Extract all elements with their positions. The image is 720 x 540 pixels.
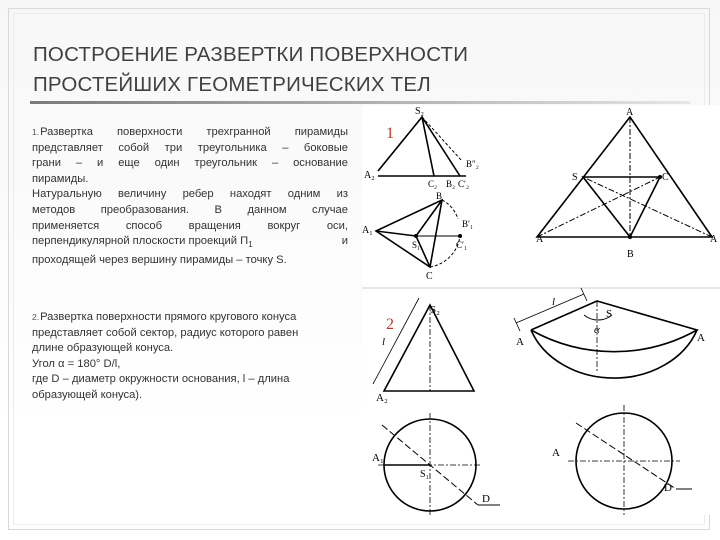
point-c1-prime: [458, 234, 462, 238]
paragraph-line: образующей конуса).: [32, 388, 143, 401]
title-line-2: ПРОСТЕЙШИХ ГЕОМЕТРИЧЕСКИХ ТЕЛ: [33, 73, 431, 96]
item-number: 1.: [32, 127, 40, 137]
pyramid-development-paragraph: [32, 125, 348, 269]
label-dev-b: B: [627, 249, 634, 260]
paragraph-line: проходящей через вершину пирамиды – точку S.: [32, 253, 287, 266]
item-number: 2.: [32, 312, 40, 322]
title-underline: [30, 101, 690, 104]
label-cone-s1: S₁: [420, 469, 430, 480]
panel-number-2: 2: [386, 316, 394, 333]
label-sector-a-right: A: [697, 332, 705, 344]
cone-development-paragraph: [32, 310, 348, 404]
label-c: C: [426, 271, 433, 282]
label-c2-prime: C′₂: [458, 179, 470, 189]
label-s2: S₂: [415, 106, 425, 117]
geometry-figure: [362, 105, 720, 515]
slide-title: [33, 40, 473, 100]
point-s1: [414, 234, 418, 238]
panel-number-1: 1: [386, 125, 394, 142]
label-circle-d: D: [664, 482, 672, 494]
title-line-1: ПОСТРОЕНИЕ РАЗВЕРТКИ ПОВЕРХНОСТИ: [33, 43, 469, 66]
label-c1-prime: C′₁: [456, 240, 468, 250]
paragraph-line: пирамиды.: [32, 172, 89, 185]
label-b: B: [436, 191, 443, 201]
label-a2: A₂: [364, 170, 375, 181]
paragraph-line: методов преобразования. В данном случае: [32, 203, 348, 216]
paragraph-line: представляет собой три треугольника – боковые: [32, 141, 348, 154]
label-a1: A₁: [362, 225, 373, 236]
paragraph-line: представляет собой сектор, радиус которого равен: [32, 326, 299, 339]
paragraph-line: Угол α = 180° D/l,: [32, 357, 121, 370]
label-dev-c: C: [662, 172, 669, 183]
label-cone-a1: A₁: [372, 452, 384, 464]
paragraph-line: применяется способ вращения вокруг оси,: [32, 219, 348, 232]
paragraph-line: 1.Развертка поверхности трехгранной пирамиды: [32, 126, 348, 138]
label-sector-s: S: [606, 308, 613, 320]
label-dev-s: S: [572, 172, 578, 183]
label-s1: S₁: [412, 240, 421, 250]
label-cone-l: l: [382, 336, 386, 348]
label-sector-alpha: α: [594, 324, 600, 336]
label-c2: C₂: [428, 179, 438, 189]
label-circle-a: A: [552, 447, 560, 459]
label-b2-double: B″₂: [466, 159, 479, 169]
paragraph-line: где D – диаметр окружности основания, l – длина: [32, 373, 290, 386]
label-b2: B₂: [446, 179, 456, 189]
label-sector-a-left: A: [516, 336, 524, 348]
label-sector-l: l: [552, 296, 556, 308]
paragraph-line: грани – и еще один треугольник – основание: [32, 157, 348, 170]
label-b1-prime: B′₁: [462, 219, 474, 229]
label-cone-d: D: [482, 493, 490, 505]
label-dev-a-left: A: [536, 234, 544, 245]
paragraph-line: 2.Развертка поверхности прямого кругового конуса: [32, 311, 297, 323]
label-cone-a2: A₂: [376, 392, 388, 404]
label-cone-s2: S₂: [430, 304, 440, 316]
point-b: [628, 235, 632, 239]
paragraph-line: перпендикулярной плоскости проекций $П_1$ и: [32, 235, 348, 250]
label-dev-a-top: A: [626, 107, 634, 118]
paragraph-line: Натуральную величину ребер находят одним из: [32, 188, 348, 201]
paragraph-line: длине образующей конуса.: [32, 342, 174, 355]
label-dev-a-right: A: [710, 234, 718, 245]
